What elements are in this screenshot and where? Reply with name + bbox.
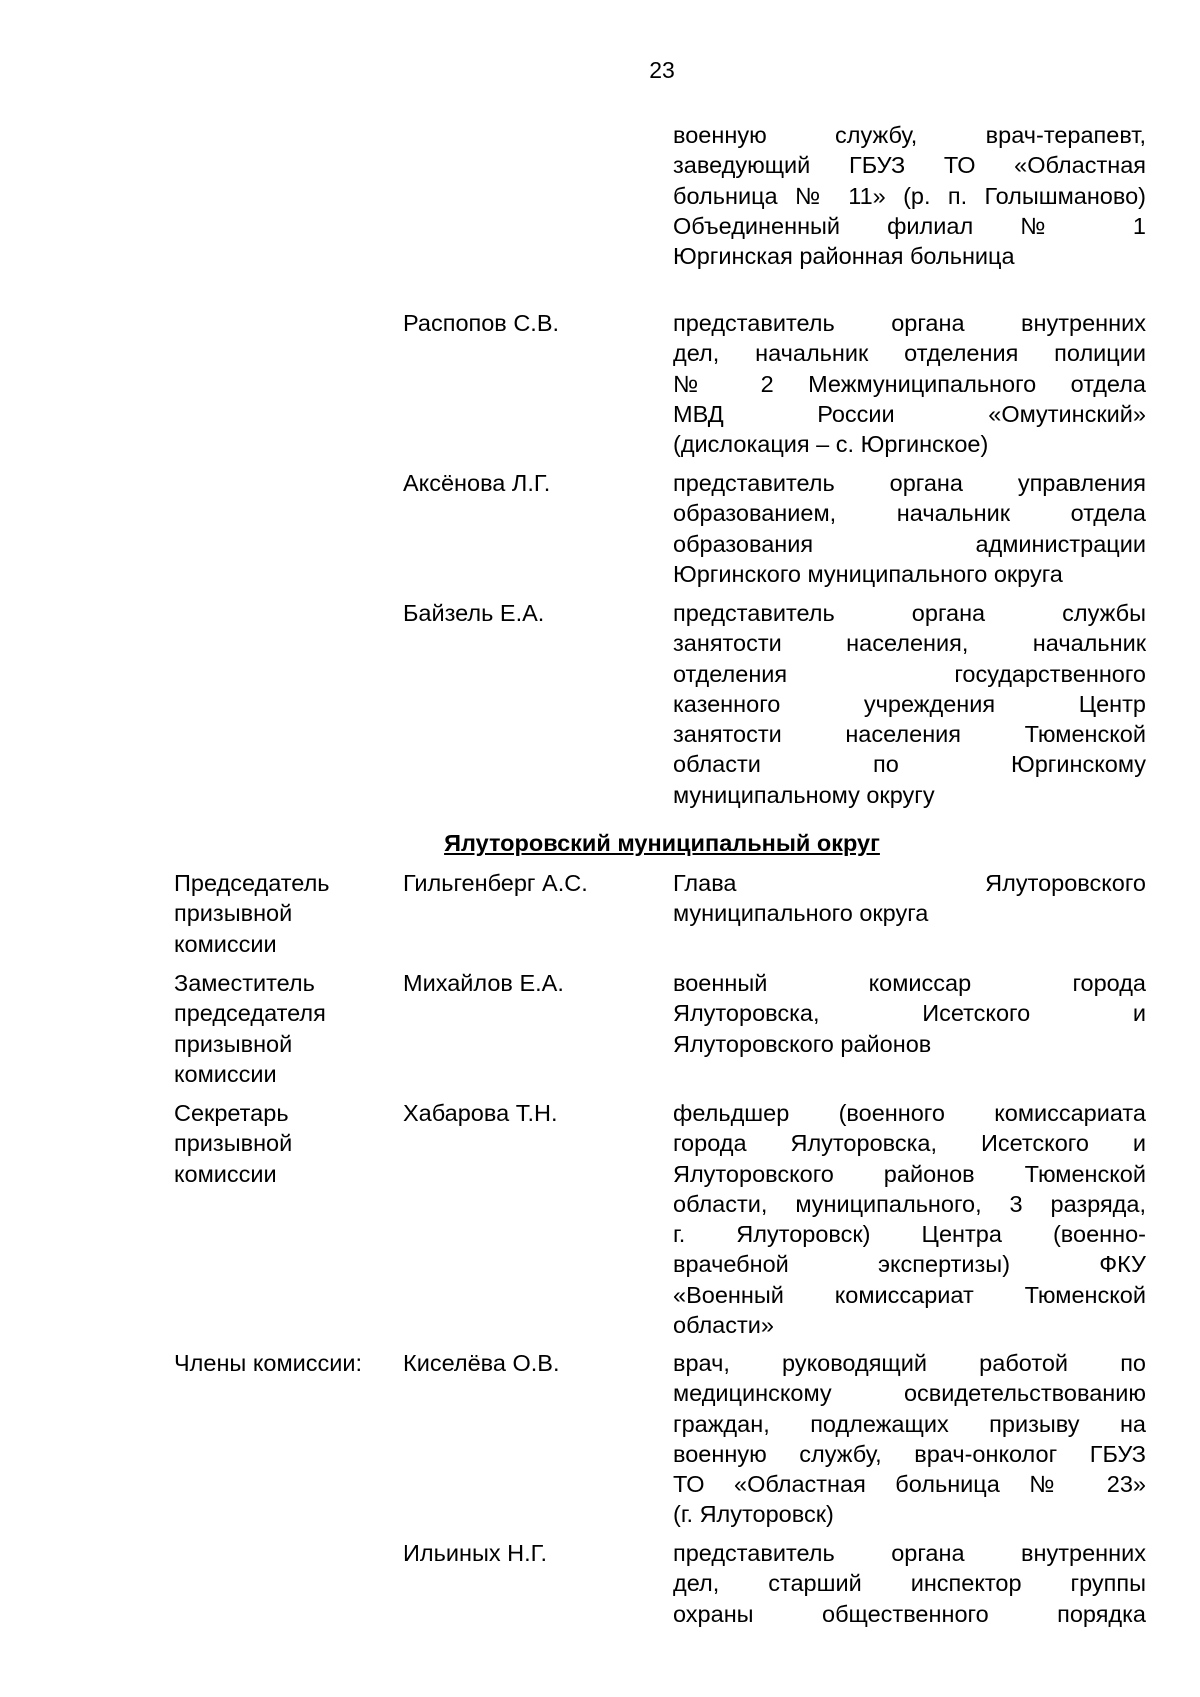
role-line: комиссии (174, 930, 277, 957)
position-line: охраны общественного порядка (673, 1600, 1146, 1627)
member-position (673, 1538, 1146, 1629)
position-line: образования администрации (673, 530, 1146, 557)
member-position (673, 1098, 1146, 1340)
position-line: области, муниципального, 3 разряда, (673, 1190, 1146, 1217)
member-position (673, 1348, 1146, 1530)
position-line: (дислокация – с. Юргинское) (673, 431, 989, 458)
member-name: Киселёва О.В. (403, 1350, 560, 1376)
position-line: области» (673, 1312, 774, 1339)
role-line: Председатель (174, 870, 330, 896)
role-line: Секретарь (174, 1100, 289, 1126)
position-line: Ялуторовска, Исетского и (673, 1000, 1146, 1027)
position-line: «Военный комиссариат Тюменской (673, 1281, 1146, 1308)
position-line: граждан, подлежащих призыву на (673, 1410, 1146, 1437)
position-line: Объединенный филиал № 1 (673, 212, 1146, 239)
position-line: медицинскому освидетельствованию (673, 1380, 1146, 1407)
position-line: МВД России «Омутинский» (673, 400, 1146, 427)
position-line: муниципальному округу (673, 781, 935, 808)
position-line: врачебной экспертизы) ФКУ (673, 1251, 1146, 1278)
position-line: заведующий ГБУЗ ТО «Областная (673, 152, 1146, 179)
position-line: врач, руководящий работой по (673, 1350, 1146, 1376)
position-line: больница № 11» (р. п. Голышманово) (673, 182, 1146, 209)
position-line: области по Юргинскому (673, 751, 1146, 778)
member-position (673, 868, 1146, 929)
position-line: Юргинская районная больница (673, 243, 1015, 270)
position-line: военный комиссар города (673, 970, 1146, 996)
position-line: образованием, начальник отдела (673, 500, 1146, 527)
member-name: Гильгенберг А.С. (403, 870, 588, 896)
role-line: комиссии (174, 1060, 277, 1087)
member-role (174, 1098, 404, 1189)
position-line: Юргинского муниципального округа (673, 560, 1063, 587)
position-line: муниципального округа (673, 900, 929, 927)
member-position (673, 120, 1146, 271)
role-line: призывной (174, 1130, 293, 1157)
member-name: Байзель Е.А. (403, 600, 545, 626)
position-line: представитель органа управления (673, 470, 1146, 496)
member-name: Хабарова Т.Н. (403, 1100, 558, 1126)
role-line: Заместитель (174, 970, 315, 996)
member-position (673, 968, 1146, 1059)
section-heading: Ялуторовский муниципальный округ (444, 830, 880, 856)
member-position (673, 468, 1146, 589)
position-line: (г. Ялуторовск) (673, 1501, 834, 1528)
position-line: занятости населения, начальник (673, 630, 1146, 657)
position-line: военную службу, врач-терапевт, (673, 122, 1146, 148)
position-line: дел, начальник отделения полиции (673, 340, 1146, 367)
position-line: военную службу, врач-онколог ГБУЗ (673, 1440, 1146, 1467)
member-name: Аксёнова Л.Г. (403, 470, 551, 496)
position-line: ТО «Областная больница № 23» (673, 1471, 1146, 1498)
role-line: председателя (174, 1000, 326, 1027)
member-position (673, 598, 1146, 810)
position-line: Ялуторовского районов Тюменской (673, 1160, 1146, 1187)
member-role (174, 868, 404, 959)
position-line: представитель органа внутренних (673, 1540, 1146, 1566)
position-line: фельдшер (военного комиссариата (673, 1100, 1146, 1126)
role-line: Члены комиссии: (174, 1350, 363, 1376)
position-line: Ялуторовского районов (673, 1030, 932, 1057)
member-role (174, 1348, 404, 1378)
position-line: отделения государственного (673, 660, 1146, 687)
position-line: г. Ялуторовск) Центра (военно- (673, 1221, 1146, 1248)
position-line: № 2 Межмуниципального отдела (673, 370, 1146, 397)
member-role (174, 968, 404, 1089)
role-line: призывной (174, 900, 293, 927)
role-line: комиссии (174, 1160, 277, 1187)
role-line: призывной (174, 1030, 293, 1057)
position-line: представитель органа службы (673, 600, 1146, 626)
position-line: города Ялуторовска, Исетского и (673, 1130, 1146, 1157)
position-line: дел, старший инспектор группы (673, 1570, 1146, 1597)
position-line: Глава Ялуторовского (673, 870, 1146, 896)
member-name: Распопов С.В. (403, 310, 560, 336)
position-line: представитель органа внутренних (673, 310, 1146, 336)
page-number: 23 (649, 57, 675, 83)
member-name: Михайлов Е.А. (403, 970, 564, 996)
member-position (673, 308, 1146, 459)
member-name: Ильиных Н.Г. (403, 1540, 548, 1566)
position-line: занятости населения Тюменской (673, 721, 1146, 748)
position-line: казенного учреждения Центр (673, 690, 1146, 717)
